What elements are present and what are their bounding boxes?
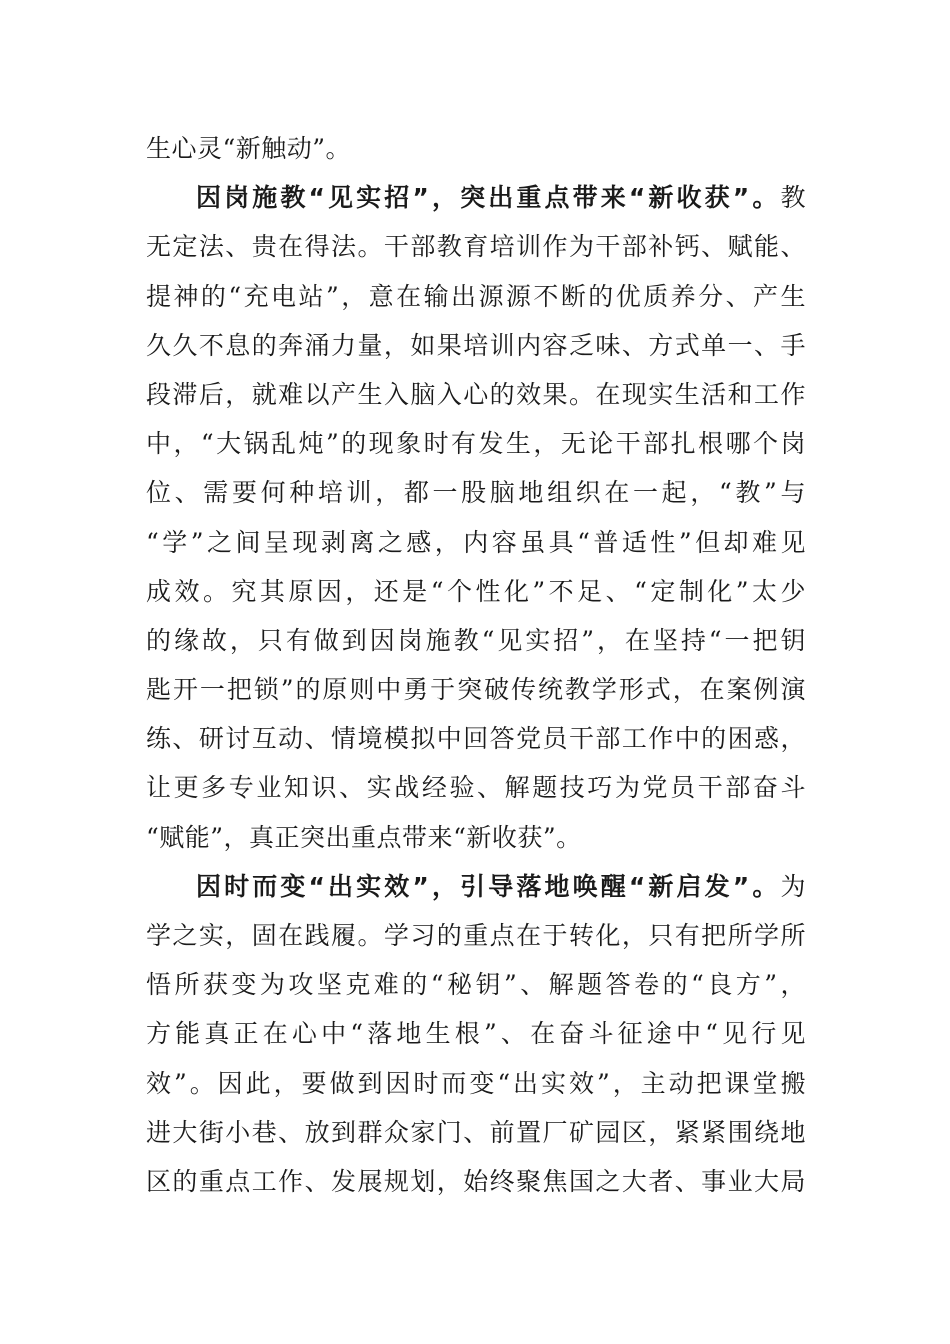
text-line-content: 中，“大锅乱炖”的现象时有发生，无论干部扎根哪个岗	[146, 429, 806, 459]
text-line	[146, 124, 806, 173]
paragraph-lead-heading: 因时而变“出实效”，引导落地唤醒“新启发”。	[196, 871, 781, 901]
paragraph-heading-line	[146, 862, 806, 911]
text-line	[146, 370, 806, 419]
text-line-content: 段滞后，就难以产生入脑入心的效果。在现实生活和工作	[146, 379, 806, 409]
document-body	[146, 124, 806, 1206]
text-line-content: 的缘故，只有做到因岗施教“见实招”，在坚持“一把钥	[146, 625, 806, 655]
text-line-content: 生心灵“新触动”。	[146, 134, 352, 163]
text-line	[146, 222, 806, 271]
paragraph-lead-tail: 为	[780, 871, 806, 901]
text-line	[146, 567, 806, 616]
text-line-content: “学”之间呈现剥离之感，内容虽具“普适性”但却难见	[146, 527, 806, 557]
text-line-content: “赋能”，真正突出重点带来“新收获”。	[146, 822, 582, 852]
text-line	[146, 1108, 806, 1157]
text-line	[146, 1059, 806, 1108]
text-line-content: 效”。因此，要做到因时而变“出实效”，主动把课堂搬	[146, 1068, 806, 1098]
paragraph-lead-tail: 教	[780, 183, 806, 213]
text-line-content: 提神的“充电站”，意在输出源源不断的优质养分、产生	[146, 281, 806, 311]
text-line-content: 久久不息的奔涌力量，如果培训内容乏味、方式单一、手	[146, 330, 806, 360]
text-line-content: 无定法、贵在得法。干部教育培训作为干部补钙、赋能、	[146, 232, 806, 262]
paragraph-lead-heading: 因岗施教“见实招”，突出重点带来“新收获”。	[196, 183, 781, 213]
text-line	[146, 665, 806, 714]
text-line-content: 进大街小巷、放到群众家门、前置厂矿园区，紧紧围绕地	[146, 1117, 806, 1147]
text-line-content: 悟所获变为攻坚克难的“秘钥”、解题答卷的“良方”，	[146, 970, 806, 1000]
text-line	[146, 763, 806, 812]
text-line-content: 学之实，固在践履。学习的重点在于转化，只有把所学所	[146, 921, 806, 950]
text-line-content: 让更多专业知识、实战经验、解题技巧为党员干部奋斗	[146, 773, 806, 803]
text-line	[146, 272, 806, 321]
text-line	[146, 1157, 806, 1206]
text-line	[146, 518, 806, 567]
text-line	[146, 468, 806, 517]
text-line-content: 成效。究其原因，还是“个性化”不足、“定制化”太少	[146, 576, 806, 606]
text-line-content: 方能真正在心中“落地生根”、在奋斗征途中“见行见	[146, 1019, 806, 1049]
text-line	[146, 616, 806, 665]
text-line	[146, 1009, 806, 1058]
text-line	[146, 813, 806, 862]
text-line-content: 匙开一把锁”的原则中勇于突破传统教学形式，在案例演	[146, 675, 806, 705]
text-line	[146, 321, 806, 370]
text-line	[146, 419, 806, 468]
text-line	[146, 911, 806, 960]
paragraph-heading-line	[146, 173, 806, 222]
text-line-content: 练、研讨互动、情境模拟中回答党员干部工作中的困惑，	[146, 724, 806, 754]
text-line	[146, 714, 806, 763]
text-line	[146, 960, 806, 1009]
text-line-content: 位、需要何种培训，都一股脑地组织在一起，“教”与	[146, 478, 806, 508]
text-line-content: 区的重点工作、发展规划，始终聚焦国之大者、事业大局	[146, 1166, 806, 1196]
